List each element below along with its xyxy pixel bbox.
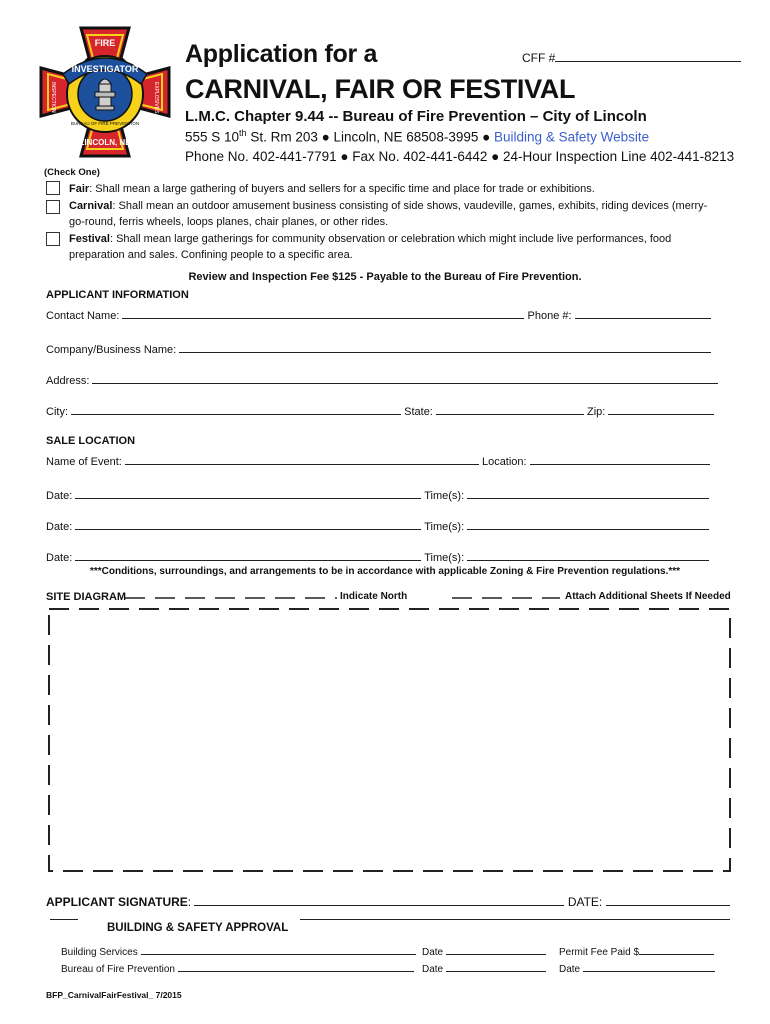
festival-option: Festival: Shall mean large gatherings for community observation or celebration which might include live performances, food [69, 233, 672, 245]
carnival-checkbox[interactable] [46, 200, 60, 214]
bullet-icon: ● [491, 149, 500, 164]
logo-banner-text: INVESTIGATOR [71, 64, 139, 74]
fair-checkbox[interactable] [46, 181, 60, 195]
title-line-2: CARNIVAL, FAIR OR FESTIVAL [185, 74, 576, 104]
fair-option: Fair: Shall mean a large gathering of buyers and sellers for a specific time and place for trade or exhibitions. [69, 183, 595, 195]
bullet-icon: ● [482, 129, 491, 145]
fire-investigator-logo [35, 22, 175, 162]
permit-fee-field[interactable]: Permit Fee Paid $ [559, 944, 714, 958]
logo-ring-text: BUREAU OF FIRE PREVENTION [70, 121, 140, 126]
applicant-heading: APPLICANT INFORMATION [46, 289, 189, 301]
footer-code: BFP_CarnivalFairFestival_ 7/2015 [46, 990, 182, 1000]
sale-heading: SALE LOCATION [46, 435, 136, 447]
event-name-field[interactable]: Name of Event: Location: [46, 453, 710, 468]
address-line: 555 S 10th St. Rm 203 ● Lincoln, NE 68508-3995 ● Building & Safety Website [185, 128, 650, 145]
check-one-label: (Check One) [44, 167, 100, 178]
bullet-icon: ● [321, 129, 330, 145]
approval-divider-left [50, 919, 78, 920]
bureau-field[interactable]: Bureau of Fire Prevention [61, 961, 414, 975]
fee-notice: Review and Inspection Fee $125 - Payable to the Bureau of Fire Prevention. [188, 271, 582, 283]
festival-checkbox[interactable] [46, 232, 60, 246]
logo-top-text: FIRE [94, 38, 116, 48]
date-time-field-1[interactable]: Date: Time(s): [46, 487, 709, 502]
cff-label: CFF # [522, 51, 556, 65]
website-link[interactable]: Building & Safety Website [494, 129, 650, 145]
approval-divider-right [300, 919, 730, 920]
site-diagram-area[interactable] [40, 595, 740, 880]
title-line-1: Application for a [185, 40, 378, 68]
conditions-note: ***Conditions, surroundings, and arrangements to be in accordance with applicable Zoning & Fire Prevention regulations.*** [89, 566, 681, 577]
signature-field[interactable]: APPLICANT SIGNATURE: DATE: [46, 893, 730, 909]
logo-bottom-text: LINCOLN, NE [79, 138, 131, 147]
cff-field[interactable] [522, 50, 741, 65]
indicate-north-label: Indicate North [340, 591, 408, 602]
logo-left-text: INSPECTION [50, 82, 56, 113]
approval-heading: BUILDING & SAFETY APPROVAL [107, 922, 289, 934]
company-field[interactable]: Company/Business Name: [46, 341, 711, 356]
building-services-date[interactable]: Date [422, 944, 546, 958]
permit-date-field[interactable]: Date [559, 961, 715, 975]
carnival-option: Carnival: Shall mean an outdoor amusement business consisting of side shows, vaudeville, games, exhibits, riding devices (merry- [69, 200, 708, 212]
logo-right-text: EXPLOSIVES [153, 82, 159, 114]
building-services-field[interactable]: Building Services [61, 944, 416, 958]
attach-sheets-label: Attach Additional Sheets If Needed [565, 591, 731, 602]
address-field[interactable]: Address: [46, 372, 718, 387]
bullet-icon: ● [340, 149, 349, 164]
phone-line: Phone No. 402-441-7791 ● Fax No. 402-441-6442 ● 24-Hour Inspection Line 402-441-8213 [185, 149, 735, 164]
bureau-date[interactable]: Date [422, 961, 546, 975]
city-state-zip-field[interactable]: City: State: Zip: [46, 403, 714, 418]
chapter-line: L.M.C. Chapter 9.44 -- Bureau of Fire Prevention – City of Lincoln [185, 108, 647, 125]
date-time-field-2[interactable]: Date: Time(s): [46, 518, 709, 533]
carnival-option-cont: go-round, ferris wheels, loops planes, chair planes, or other rides. [69, 216, 389, 228]
festival-option-cont: preparation and sales. Confining people to a specific area. [69, 249, 353, 261]
date-time-field-3[interactable]: Date: Time(s): [46, 549, 709, 564]
contact-name-field[interactable]: Contact Name: Phone #: [46, 307, 711, 322]
site-diagram-heading: SITE DIAGRAM [46, 591, 127, 603]
